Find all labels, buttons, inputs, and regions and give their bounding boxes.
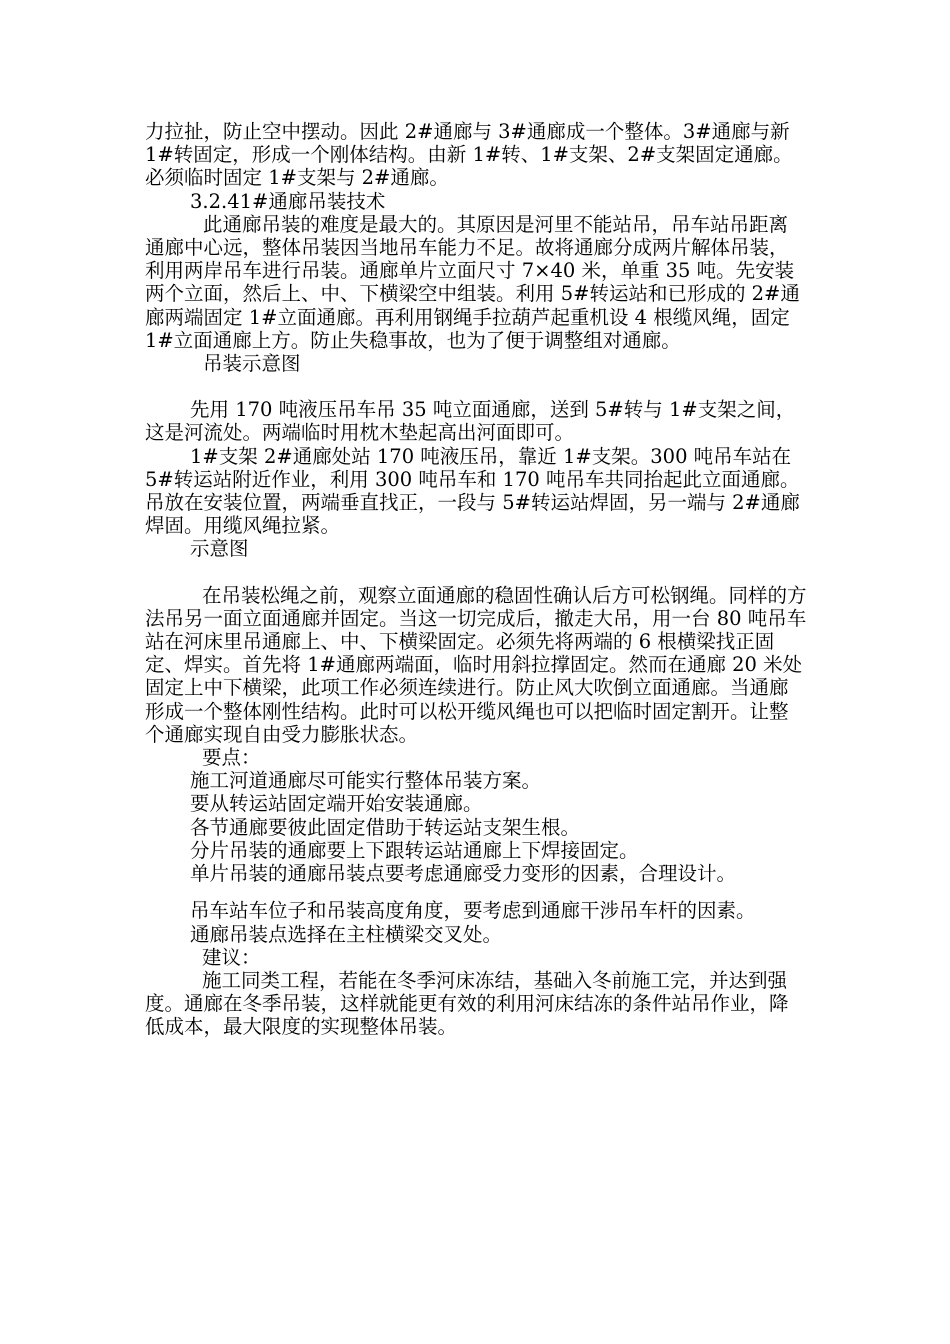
spacer [145, 885, 807, 899]
document-page [145, 120, 807, 1039]
paragraph-lifting-difficulty: 此通廊吊装的难度是最大的。其原因是河里不能站吊，吊车站吊距离通廊中心远，整体吊装因当地吊车能力不足。故将通廊分成两片解体吊装，利用两岸吊车进行吊装。通廊单片立面尺寸 7×40 米，单重 35 吨。先安装两个立面，然后上、中、下横梁空中组装。利用 5#转运站和已形成的 2#通廊两端固定 1#立面通廊。再利用钢绳手拉葫芦起重机设 4 根缆风绳，固定 1#立面通廊上方。防止失稳事故，也为了便于调整组对通廊。 [145, 212, 800, 352]
paragraph-first-lift: 先用 170 吨液压吊车吊 35 吨立面通廊，送到 5#转与 1#支架之间，这是河流处。两端临时用枕木垫起高出河面即可。 [145, 398, 796, 445]
key-point: 各节通廊要彼此固定借助于转运站支架生根。 [190, 815, 581, 839]
figure-placeholder [145, 561, 807, 584]
figure-caption-schematic: 示意图 [190, 537, 249, 561]
key-point: 吊车站车位子和吊装高度角度，要考虑到通廊干涉吊车杆的因素。 [190, 899, 756, 923]
paragraph-bracing: 力拉扯，防止空中摆动。因此 2#通廊与 3#通廊成一个整体。3#通廊与新 1#转固定，形成一个刚体结构。由新 1#转、1#支架、2#支架固定通廊。必须临时固定 1#支架与 2#通廊。 [145, 120, 793, 190]
suggestion-label: 建议： [202, 945, 261, 969]
section-heading: 3.2.41#通廊吊装技术 [190, 189, 386, 213]
figure-placeholder [145, 375, 807, 398]
key-point: 通廊吊装点选择在主柱横梁交叉处。 [190, 922, 503, 946]
key-point: 要从转运站固定端开始安装通廊。 [190, 792, 483, 816]
key-point: 分片吊装的通廊要上下跟转运站通廊上下焊接固定。 [190, 838, 639, 862]
figure-caption-lifting: 吊装示意图 [203, 352, 301, 376]
paragraph-suggestion: 施工同类工程，若能在冬季河床冻结，基础入冬前施工完，并达到强度。通廊在冬季吊装，这样就能更有效的利用河床结冻的条件站吊作业，降低成本，最大限度的实现整体吊装。 [145, 968, 789, 1039]
key-point: 施工河道通廊尽可能实行整体吊装方案。 [190, 769, 542, 793]
paragraph-release-procedure: 在吊装松绳之前，观察立面通廊的稳固性确认后方可松钢绳。同样的方法吊另一面立面通廊并固定。当这一切完成后，撤走大吊，用一台 80 吨吊车站在河床里吊通廊上、中、下横梁固定。必须先将两端的 6 根横梁找正固定、焊实。首先将 1#通廊两端面，临时用斜拉撑固定。然而在通廊 20 米处固定上中下横梁，此项工作必须连续进行。防止风大吹倒立面通廊。当通廊形成一个整体刚性结构。此时可以松开缆风绳也可以把临时固定割开。让整个通廊实现自由受力膨胀状态。 [145, 583, 807, 746]
paragraph-dual-crane: 1#支架 2#通廊处站 170 吨液压吊，靠近 1#支架。300 吨吊车站在 5#转运站附近作业，利用 300 吨吊车和 170 吨吊车共同抬起此立面通廊。吊放在安装位置，两端垂直找正，一段与 5#转运站焊固，另一端与 2#通廊焊固。用缆风绳拉紧。 [145, 444, 800, 538]
key-points-label: 要点： [202, 746, 261, 770]
key-point: 单片吊装的通廊吊装点要考虑通廊受力变形的因素，合理设计。 [190, 862, 737, 886]
